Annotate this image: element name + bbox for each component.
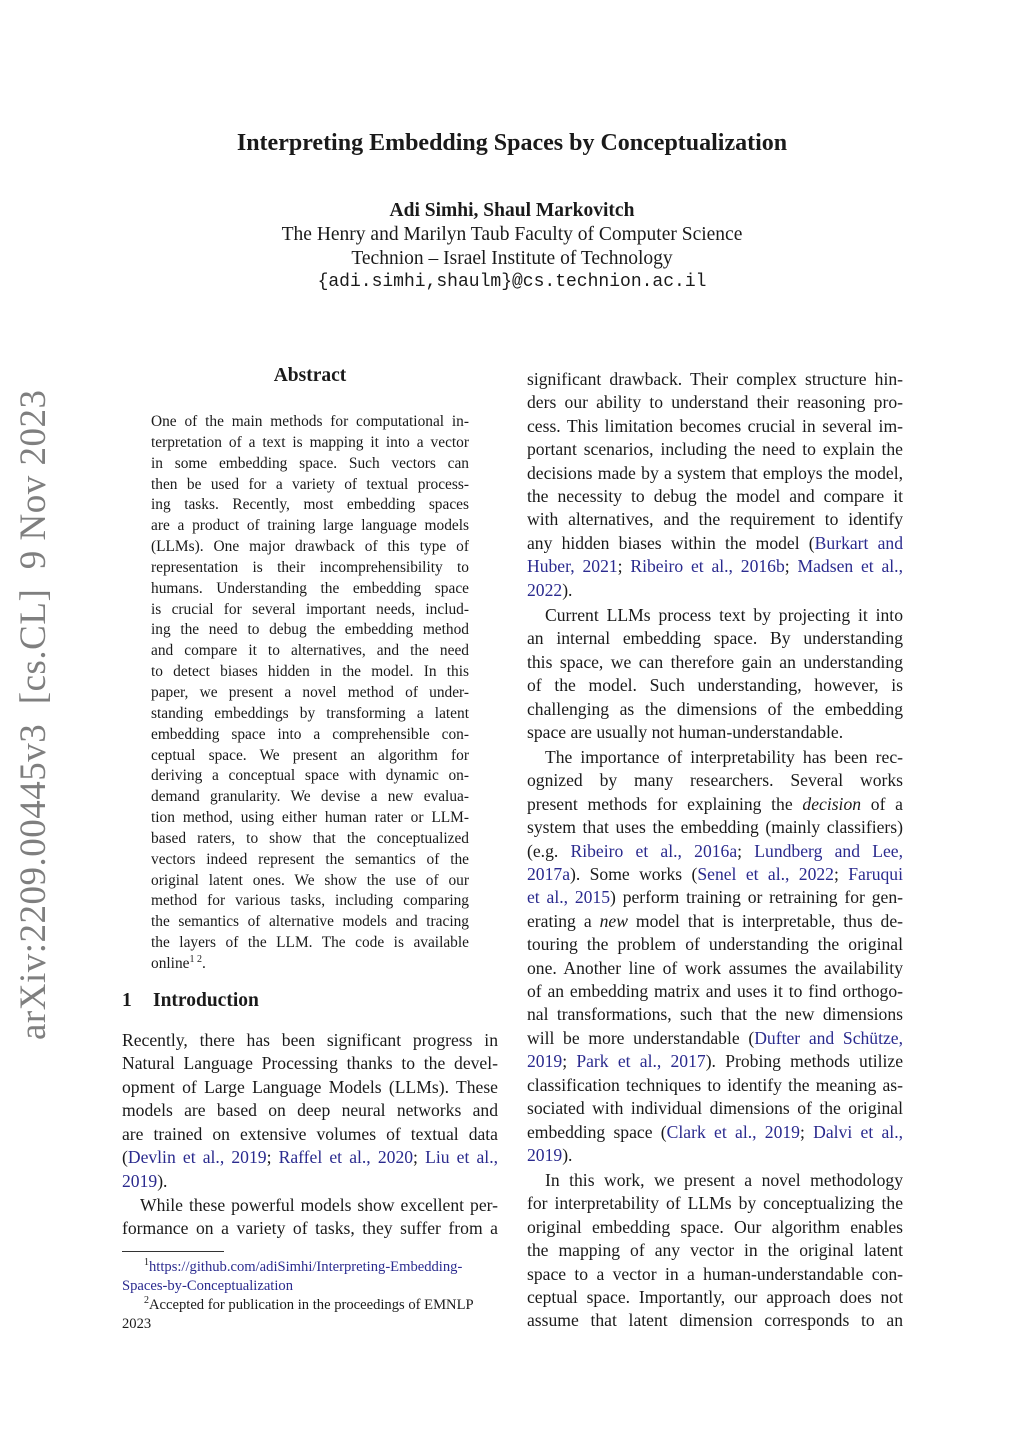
abstract-heading: Abstract — [273, 365, 347, 386]
text-span: ). Probing methods utilize — [705, 1051, 903, 1072]
text-line: of the model. Such understanding, however, is — [527, 675, 903, 696]
text-line — [122, 1170, 498, 1193]
footnote-rule — [122, 1251, 224, 1252]
abstract-line: embedding space into a comprehensible con- — [151, 725, 469, 743]
citation-link[interactable]: Huber, 2021 — [527, 556, 618, 577]
text-span: model that is interpretable, thus de- — [627, 910, 903, 931]
separator: ; — [737, 840, 755, 861]
text-span: ). Some works ( — [570, 864, 698, 885]
citation-link[interactable]: Park et al., 2017 — [576, 1051, 706, 1072]
right-paragraph-2 — [527, 604, 903, 744]
citation-link[interactable]: Lundberg and Lee, — [754, 840, 903, 861]
citation-link[interactable]: Dalvi et al., — [813, 1121, 903, 1142]
citation-link[interactable]: Burkart and — [814, 532, 903, 553]
citation-link[interactable]: 2019 — [527, 1051, 563, 1072]
text-line: Natural Language Processing thanks to the devel- — [122, 1053, 498, 1074]
text-line: one. Another line of work assumes the availability — [527, 957, 903, 978]
abstract-line: are a product of training large language models — [151, 517, 469, 535]
citation-link[interactable]: Raffel et al., 2020 — [278, 1147, 414, 1168]
separator: ; — [562, 1051, 577, 1072]
text-line: significant drawback. Their complex structure hin- — [527, 369, 903, 389]
text-line — [527, 793, 903, 816]
abstract-line: to detect biases hidden in the model. In this — [151, 663, 469, 681]
right-paragraph-1 — [527, 368, 903, 602]
section-heading — [122, 990, 259, 1012]
abstract-line: the semantics of alternative models and tracing — [151, 913, 469, 931]
separator: ; — [799, 1121, 814, 1142]
abstract-line: is crucial for several important needs, includ- — [151, 600, 469, 618]
abstract-line: demand granularity. We devise a new evalua- — [151, 788, 469, 806]
abstract-line: based raters, to show that the conceptualized — [151, 829, 469, 847]
citation-link[interactable]: Dufter and Schütze, — [754, 1027, 903, 1048]
text-line: sociated with individual dimensions of the original — [527, 1098, 903, 1119]
author-email: {adi.simhi,shaulm}@cs.technion.ac.il — [317, 272, 707, 292]
separator: ; — [413, 1147, 426, 1168]
footnote-line — [122, 1258, 498, 1277]
text-line: opment of Large Language Models (LLMs). These — [122, 1076, 498, 1097]
abstract-line: deriving a conceptual space with dynamic on- — [151, 767, 469, 785]
text-line: models are based on deep neural networks and — [122, 1100, 498, 1121]
text-span: embedding space ( — [527, 1121, 667, 1142]
abstract-body — [151, 412, 469, 975]
affiliation-line-1: The Henry and Marilyn Taub Faculty of Computer Science — [281, 224, 743, 245]
text-line: ognized by many researchers. Several works — [527, 770, 903, 791]
text-line: ceptual space. Importantly, our approach does not — [527, 1287, 903, 1308]
citation-link[interactable]: 2019 — [527, 1144, 563, 1165]
separator: ; — [266, 1147, 279, 1168]
abstract-line: terpretation of a text is mapping it into a vector — [151, 433, 469, 451]
text-line: assume that latent dimension corresponds to an — [527, 1310, 903, 1331]
text-line — [527, 1027, 903, 1050]
text-line: the necessity to debug the model and compare it — [527, 486, 903, 507]
footnote-text-cont: 2023 — [122, 1316, 152, 1332]
text-line: portant scenarios, including the need to explain the — [527, 439, 903, 460]
text-line: challenging as the dimensions of the embedding — [527, 698, 903, 719]
abstract-line: ing the need to debug the embedding method — [151, 621, 469, 639]
text-line — [527, 1121, 903, 1144]
text-line — [527, 532, 903, 555]
intro-paragraph-1 — [122, 1029, 498, 1193]
text-line: cess. This limitation becomes crucial in several im- — [527, 415, 903, 436]
text-line: system that uses the embedding (mainly classifiers) — [527, 817, 903, 838]
paper-authors: Adi Simhi, Shaul Markovitch — [389, 200, 635, 221]
text-line: original embedding space. Our algorithm enables — [527, 1216, 903, 1237]
citation-link[interactable]: Senel et al., 2022 — [697, 864, 834, 885]
text-span: will be more understandable ( — [527, 1027, 755, 1048]
text-line: Recently, there has been significant progress in — [122, 1030, 498, 1050]
abstract-line: One of the main methods for computational in- — [151, 413, 469, 430]
abstract-line: and compare it to alternatives, and the need — [151, 642, 469, 660]
text-line — [527, 1144, 903, 1167]
citation-link[interactable]: et al., 2015 — [527, 887, 611, 908]
text-line: nal transformations, such that the new dimensions — [527, 1004, 903, 1025]
footnote-marks: 1 2 — [189, 953, 202, 965]
text-span: present methods for explaining the — [527, 793, 803, 814]
footnote-text: Accepted for publication in the proceedings of EMNLP — [149, 1297, 474, 1313]
citation-link[interactable]: Liu et al., — [425, 1147, 498, 1168]
paren: ). — [157, 1170, 168, 1191]
separator: ; — [617, 556, 631, 577]
paren: ( — [122, 1147, 128, 1168]
text-span: ) perform training or retraining for gen- — [610, 887, 903, 908]
citation-link[interactable]: Clark et al., 2019 — [666, 1121, 800, 1142]
footnote-2 — [122, 1296, 498, 1334]
abstract-line: humans. Understanding the embedding space — [151, 579, 469, 597]
separator: ; — [833, 864, 849, 885]
footnote-mark: 2 — [144, 1295, 149, 1306]
text-line: the mapping of any vector in the original latent — [527, 1240, 903, 1261]
right-paragraph-3 — [527, 746, 903, 1167]
abstract-line: standing embeddings by transforming a latent — [151, 704, 469, 722]
section-title: Introduction — [153, 990, 259, 1011]
abstract-line: original latent ones. We show the use of our — [151, 871, 469, 889]
abstract-last-text: online — [151, 954, 190, 972]
abstract-line: tion method, using either human rater or LLM- — [151, 809, 469, 827]
abstract-line: in some embedding space. Such vectors can — [151, 454, 469, 472]
section-number: 1 — [122, 990, 132, 1011]
text-line — [122, 1146, 498, 1169]
text-span: ). — [562, 579, 573, 600]
abstract-line: the layers of the LLM. The code is available — [151, 934, 469, 952]
text-span: (e.g. — [527, 840, 571, 861]
text-line: space are usually not human-understandable. — [527, 722, 844, 743]
text-line: are trained on extensive volumes of textual data — [122, 1123, 498, 1144]
footnote-line — [122, 1296, 498, 1315]
separator: ; — [784, 556, 798, 577]
text-line: In this work, we present a novel methodology — [545, 1170, 903, 1190]
text-line: this space, we can therefore gain an understanding — [527, 651, 903, 672]
footnote-url-link-cont[interactable]: Spaces-by-Conceptualization — [122, 1278, 294, 1294]
text-line — [527, 910, 903, 933]
text-line: The importance of interpretability has been rec- — [545, 747, 903, 767]
affiliation-line-2: Technion – Israel Institute of Technology — [351, 248, 673, 269]
text-line — [527, 886, 903, 909]
text-line — [527, 1050, 903, 1073]
abstract-line: method for various tasks, including comparing — [151, 892, 469, 910]
text-line: ders our ability to understand their reasoning pro- — [527, 392, 903, 413]
right-paragraph-4 — [527, 1169, 903, 1333]
footnote-mark: 1 — [144, 1257, 149, 1268]
text-line: Current LLMs process text by projecting it into — [545, 605, 903, 625]
text-span: any hidden biases within the model ( — [527, 532, 815, 553]
text-line: space to a vector in a human-understandable con- — [527, 1263, 903, 1284]
abstract-line: ceptual space. We present an algorithm for — [151, 746, 469, 764]
citation-link[interactable]: Madsen et al., — [797, 556, 903, 577]
abstract-line — [151, 954, 469, 975]
abstract-line: paper, we present a novel method of under- — [151, 683, 469, 701]
intro-paragraph-2 — [122, 1194, 498, 1241]
citation-link[interactable]: 2022 — [527, 579, 563, 600]
abstract-line: then be used for a variety of textual process- — [151, 475, 469, 493]
text-line: an internal embedding space. By understanding — [527, 628, 903, 649]
text-line: While these powerful models show excellent per- — [140, 1195, 498, 1215]
text-line — [527, 863, 903, 886]
citation-link[interactable]: Faruqui — [848, 864, 903, 885]
text-line: decisions made by a system that employs the model, — [527, 462, 903, 483]
abstract-line: ing tasks. Recently, most embedding spaces — [151, 496, 469, 514]
paper-title: Interpreting Embedding Spaces by Conceptualization — [236, 130, 788, 156]
citation-link[interactable]: 2017a — [527, 864, 570, 885]
emphasis: new — [599, 910, 628, 931]
text-line: with alternatives, and the requirement to identify — [527, 509, 903, 530]
footnote-1 — [122, 1258, 498, 1296]
text-span: ). — [562, 1144, 573, 1165]
emphasis: decision — [802, 793, 862, 814]
text-line: classification techniques to identify the meaning as- — [527, 1074, 903, 1095]
text-line — [527, 555, 903, 578]
text-span: erating a — [527, 910, 600, 931]
text-line: formance on a variety of tasks, they suffer from a — [122, 1218, 498, 1239]
citation-link[interactable]: Ribeiro et al., 2016a — [570, 840, 738, 861]
text-line — [527, 579, 903, 602]
abstract-line: representation is their incomprehensibility to — [151, 558, 469, 576]
abstract-last-end: . — [201, 954, 206, 972]
arxiv-stamp: arXiv:2209.00445v3 [cs.CL] 9 Nov 2023 — [13, 389, 54, 1040]
text-line: of an embedding matrix and uses it to find orthogo- — [527, 981, 903, 1002]
citation-link[interactable]: Ribeiro et al., 2016b — [630, 556, 785, 577]
citation-link[interactable]: 2019 — [122, 1170, 158, 1191]
citation-link[interactable]: Devlin et al., 2019 — [127, 1147, 267, 1168]
footnote-url-link[interactable]: https://github.com/adiSimhi/Interpreting-Embedding- — [149, 1259, 463, 1275]
text-span: of a — [861, 793, 903, 814]
text-line: touring the problem of understanding the original — [527, 934, 903, 955]
text-line: for interpretability of LLMs by conceptualizing the — [527, 1193, 903, 1214]
abstract-line: (LLMs). One major drawback of this type of — [151, 538, 469, 556]
text-line — [527, 840, 903, 863]
abstract-line: vectors indeed represent the semantics of the — [151, 850, 469, 868]
